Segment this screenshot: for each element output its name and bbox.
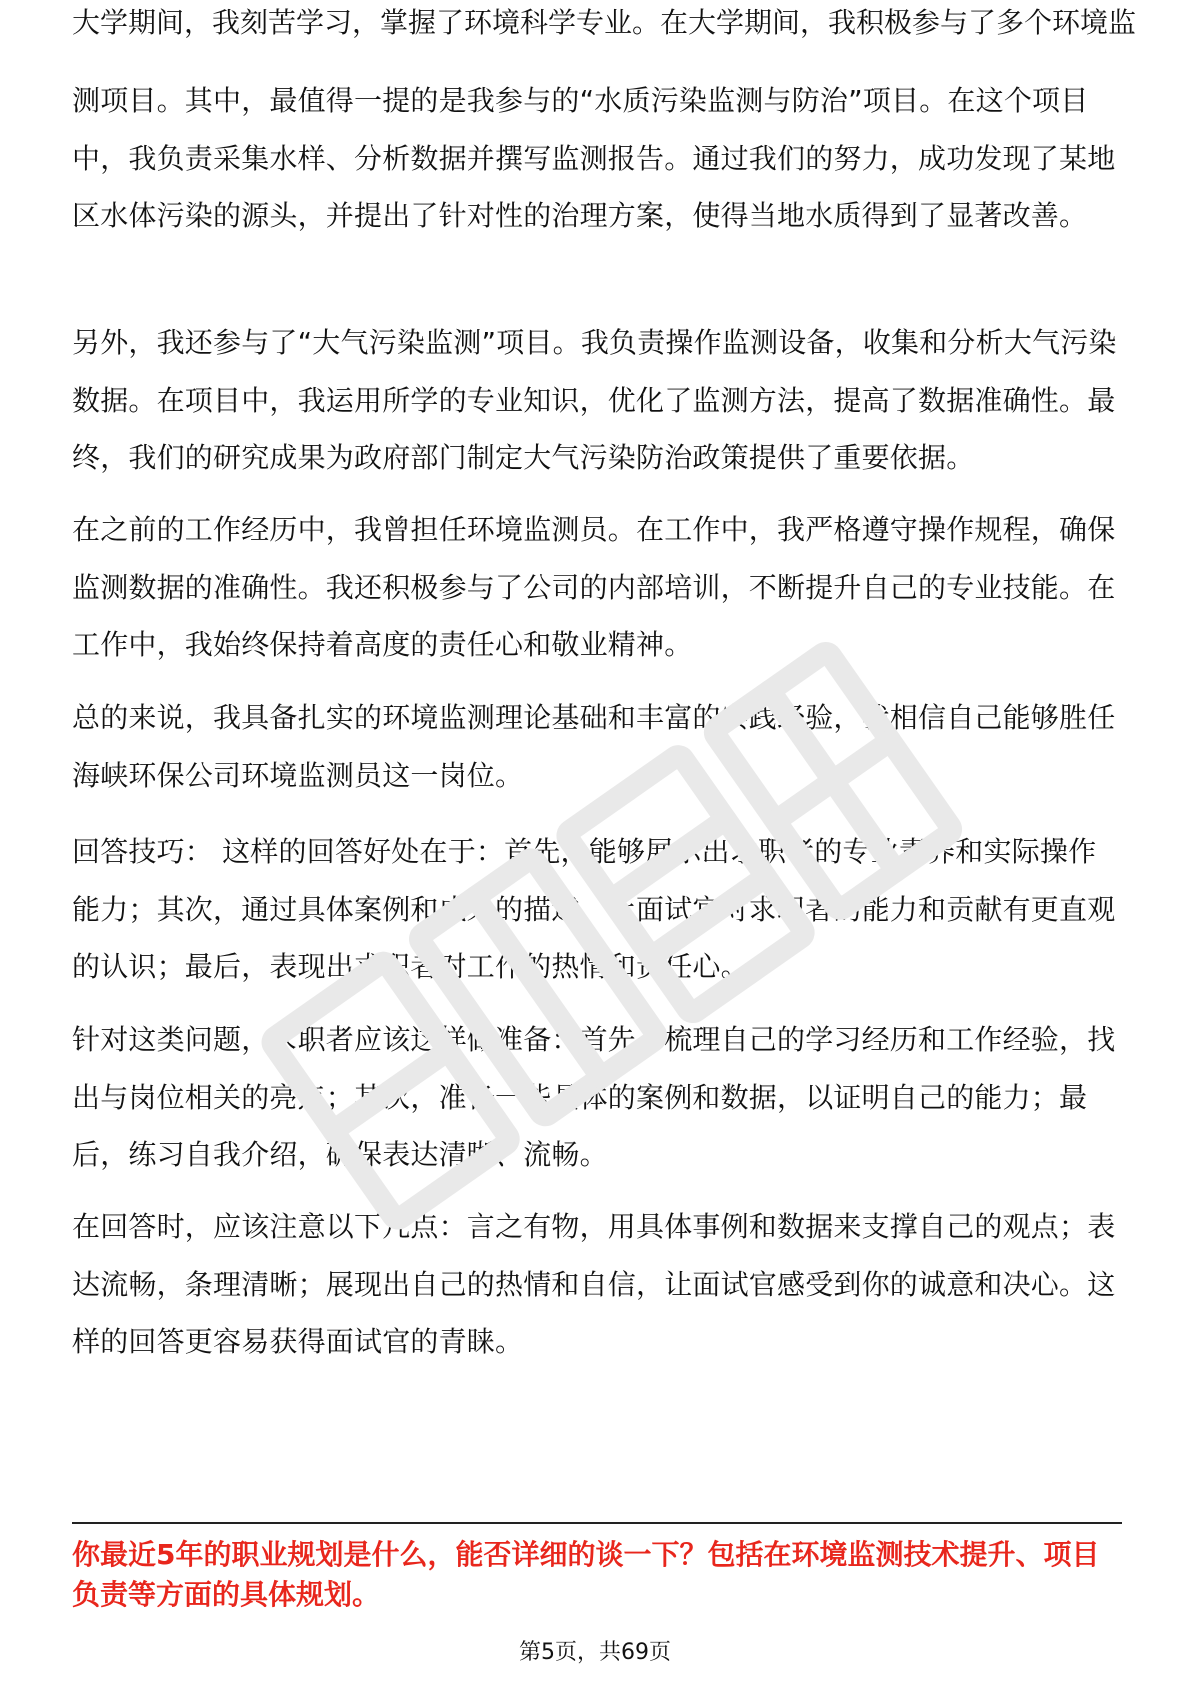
paragraph-water-project: 测项目。其中，最值得一提的是我参与的“水质污染监测与防治”项目。在这个项目中，我负责采集水样、分析数据并撰写监测报告。通过我们的努力，成功发现了某地区水体污染的源头，并提出了针对性的治理方案，使得当地水质得到了显著改善。 <box>72 84 1116 232</box>
paragraph-summary: 总的来说，我具备扎实的环境监测理论基础和丰富的实践经验，我相信自己能够胜任海峡环保公司环境监测员这一岗位。 <box>72 701 1116 792</box>
next-question: 你最近5年的职业规划是什么，能否详细的谈一下？包括在环境监测技术提升、项目负责等方面的具体规划。 <box>72 1538 1100 1611</box>
paragraph-notes: 在回答时，应该注意以下几点：言之有物，用具体事例和数据来支撑自己的观点；表达流畅，条理清晰；展现出自己的热情和自信，让面试官感受到你的诚意和决心。这样的回答更容易获得面试官的青睐。 <box>72 1210 1116 1358</box>
cut-off-line <box>72 6 1137 60</box>
paragraph-air-project: 另外，我还参与了“大气污染监测”项目。我负责操作监测设备，收集和分析大气污染数据。在项目中，我运用所学的专业知识，优化了监测方法，提高了数据准确性。最终，我们的研究成果为政府部门制定大气污染防治政策提供了重要依据。 <box>72 326 1117 474</box>
cut-off-text: 大学期间，我刻苦学习，掌握了环境科学专业。在大学期间，我积极参与了多个环境监 <box>72 6 1137 39</box>
page-number: 第5页，共69页 <box>519 1640 671 1665</box>
paragraph-work-experience: 在之前的工作经历中，我曾担任环境监测员。在工作中，我严格遵守操作规程，确保监测数据的准确性。我还积极参与了公司的内部培训，不断提升自己的专业技能。在工作中，我始终保持着高度的责任心和敬业精神。 <box>72 513 1116 661</box>
section-divider <box>72 1522 1122 1524</box>
paragraph-answer-tips: 回答技巧： 这样的回答好处在于：首先，能够展示出求职者的专业素养和实际操作能力；其次，通过具体案例和成果的描述，让面试官对求职者的能力和贡献有更直观的认识；最后，表现出求职者对工作的热情和责任心。 <box>72 835 1116 983</box>
paragraph-preparation: 针对这类问题，求职者应该这样做准备：首先，梳理自己的学习经历和工作经验，找出与岗位相关的亮点；其次，准备一些具体的案例和数据，以证明自己的能力；最后，练习自我介绍，确保表达清晰、流畅。 <box>72 1023 1116 1171</box>
